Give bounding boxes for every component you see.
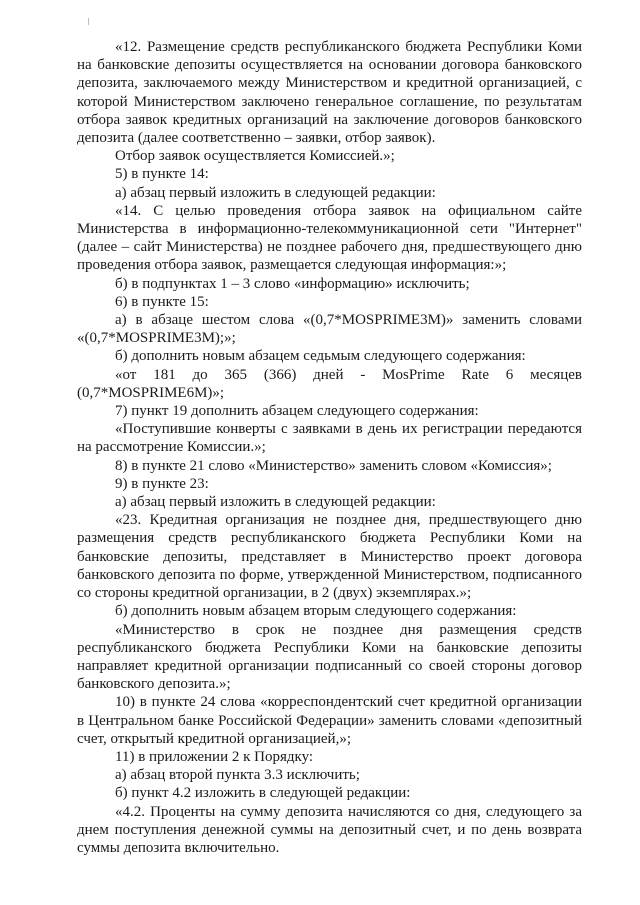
item-6-header: 6) в пункте 15:	[115, 293, 209, 310]
item-9b: б) дополнить новым абзацем вторым следующего содержания:	[115, 603, 517, 620]
item-9a: а) абзац первый изложить в следующей редакции:	[115, 494, 436, 511]
scan-mark	[88, 18, 89, 25]
item-11-header: 11) в приложении 2 к Порядку:	[115, 748, 314, 765]
item-9-header: 9) в пункте 23:	[115, 475, 209, 492]
paragraph-4-2: «4.2. Проценты на сумму депозита начисляются со дня, следующего за днем поступления денежной суммы на депозитный счет, и по день возврата суммы депозита включительно.	[77, 803, 582, 856]
paragraph-14: «14. С целью проведения отбора заявок на официальном сайте Министерства в информационно-телекоммуникационной сети "Интернет" (далее – сайт Министерства) не позднее рабочего дня, предшествующего дню проведения отбора заявок, размещается следующая информация:»;	[77, 202, 582, 274]
item-6a: а) в абзаце шестом слова «(0,7*MOSPRIME3M)» заменить словами «(0,7*MOSPRIME3M);»;	[77, 312, 582, 347]
item-5b: б) в подпунктах 1 – 3 слово «информацию» исключить;	[115, 275, 470, 292]
paragraph-23: «23. Кредитная организация не позднее дня, предшествующего дню размещения средств республиканского бюджета Республики Коми на банковские депозиты, представляет в Министерство проект договора банковского депозита по форме, утвержденной Министерством, подписанного со стороны кредитной организации, в 2 (двух) экземплярах.»;	[77, 512, 582, 602]
item-10: 10) в пункте 24 слова «корреспондентский счет кредитной организации в Центральном банке Российской Федерации» заменить словами «депозитный счет, открытый кредитной организацией,»;	[77, 694, 582, 747]
paragraph-12: «12. Размещение средств республиканского бюджета Республики Коми на банковские депозиты осуществляется на основании договора банковского депозита, заключаемого между Министерством и кредитной организацией, с которой Министерством заключено генеральное соглашение, по результатам отбора заявок кредитных организаций на заключение договоров банковского депозита (далее соответственно – заявки, отбор заявок).	[77, 39, 582, 147]
paragraph-selection-commission: Отбор заявок осуществляется Комиссией.»;	[115, 148, 395, 165]
item-5a: а) абзац первый изложить в следующей редакции:	[115, 184, 436, 201]
paragraph-envelopes: «Поступившие конверты с заявками в день их регистрации передаются на рассмотрение Комиссии.»;	[77, 421, 582, 456]
item-7: 7) пункт 19 дополнить абзацем следующего содержания:	[115, 403, 479, 420]
mosprime-6m-paragraph: «от 181 до 365 (366) дней - MosPrime Rate 6 месяцев (0,7*MOSPRIME6M)»;	[77, 366, 582, 401]
item-8: 8) в пункте 21 слово «Министерство» заменить словом «Комиссия»;	[115, 457, 552, 474]
item-11a: а) абзац второй пункта 3.3 исключить;	[115, 767, 360, 784]
paragraph-ministry-deadline: «Министерство в срок не позднее дня размещения средств республиканского бюджета Республики Коми на банковские депозиты направляет кредитной организации подписанный со своей стороны договор банковского депозита.»;	[77, 621, 582, 693]
item-6b: б) дополнить новым абзацем седьмым следующего содержания:	[115, 348, 526, 365]
item-5-header: 5) в пункте 14:	[115, 166, 209, 183]
item-11b: б) пункт 4.2 изложить в следующей редакции:	[115, 785, 411, 802]
